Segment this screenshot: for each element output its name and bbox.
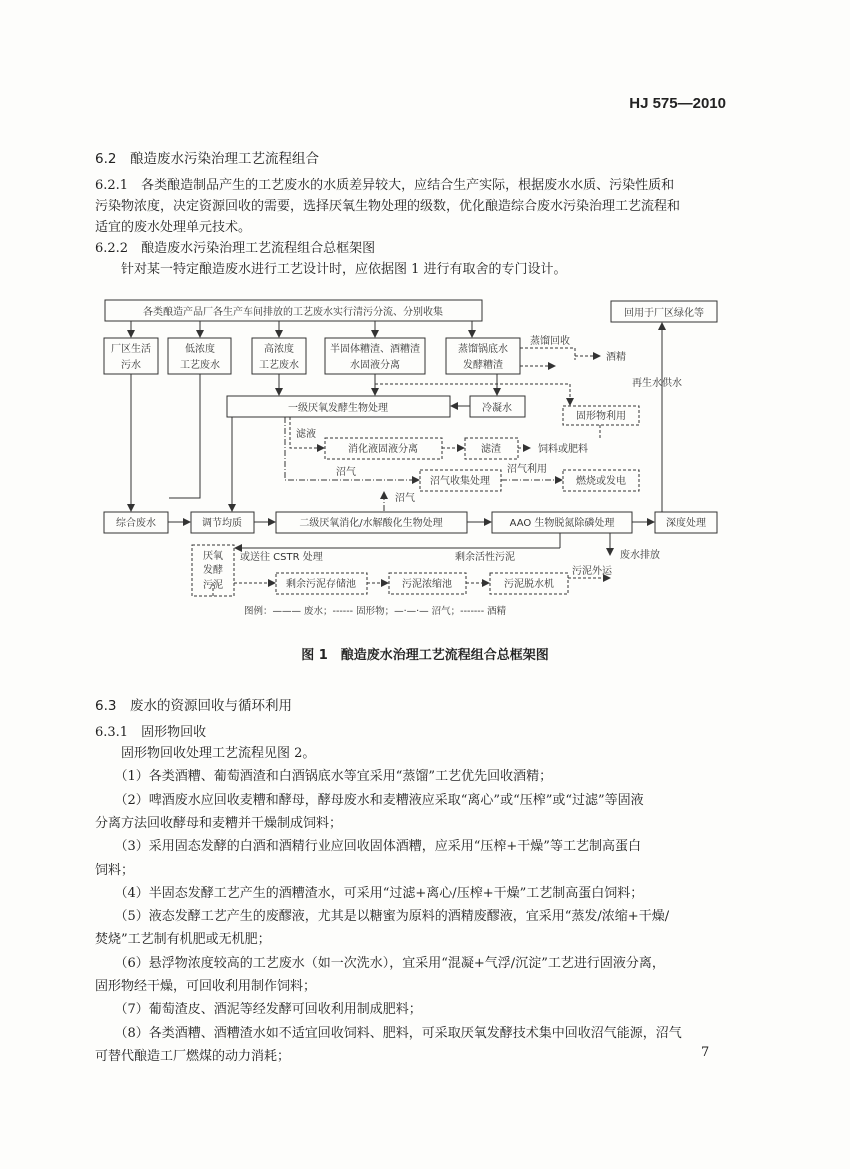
alcohol-label: 酒精 [606,352,626,363]
feed-fertilizer-label: 饲料或肥料 [538,444,588,455]
document-code: HJ 575—2010 [629,95,726,112]
burn-power-label: 燃烧或发电 [576,476,626,487]
section-6-3-1-title: 6.3.1 固形物回收 [95,725,207,740]
semi-solid-label-1: 半固体糟渣、酒糟渣 [330,344,420,355]
equalization-label: 调节均质 [202,518,242,529]
body-line: （1）各类酒糟、葡萄酒渣和白酒锅底水等宜采用“蒸馏”工艺优先回收酒精； [95,769,553,785]
anaerobic-sludge-label-3: 污泥 [203,580,223,591]
legend-label: 图例：——— 废水；------ 固形物；—·—·— 沼气；------- 酒精 [244,606,507,617]
body-line: （6）悬浮物浓度较高的工艺废水（如一次洗水），宜采用“混凝+气浮/沉淀”工艺进行固液分离， [95,955,665,971]
sludge-dewater-label: 污泥脱水机 [504,579,554,590]
digest-separation-label: 消化液固液分离 [348,444,418,455]
aao-label: AAO 生物脱氮除磷处理 [509,518,615,529]
biogas-collect-label: 沼气收集处理 [430,476,490,487]
still-bottom-label-1: 蒸馏锅底水 [458,344,508,355]
body-line: 固形物经干燥，可回收利用制作饲料； [95,979,317,994]
body-line: 固形物回收处理工艺流程见图 2。 [95,746,316,761]
semi-solid-label-2: 水固液分离 [350,360,400,371]
filtrate-label: 滤液 [296,429,316,440]
top-collection-label: 各类酿造产品厂各生产车间排放的工艺废水实行清污分流、分别收集 [143,307,443,318]
biogas-label-b: 沼气 [395,493,415,504]
body-line: （5）液态发酵工艺产生的废醪液，尤其是以糖蜜为原料的酒精废醪液，宜采用“蒸发/浓缩+干燥/ [95,909,670,925]
body-line: 可替代酿造工厂燃煤的动力消耗； [95,1048,291,1064]
discharge-label: 废水排放 [620,550,660,561]
sludge-thick-label: 污泥浓缩池 [402,579,452,590]
sludge-store-label: 剩余污泥存储池 [286,579,356,590]
low-conc-label-2: 工艺废水 [180,360,220,371]
high-conc-label-2: 工艺废水 [259,360,299,371]
paragraph-6-2-1-line-3: 适宜的废水处理单元技术。 [95,220,252,235]
paragraph-6-2-1-line-2: 污染物浓度，决定资源回收的需要，选择厌氧生物处理的级数，优化酿造综合废水污染治理工艺流程和 [95,199,681,214]
cstr-label: 或送往 CSTR 处理 [240,552,323,563]
reclaimed-water-label: 再生水供水 [632,378,682,389]
residue-label: 滤渣 [481,444,501,455]
sludge-out-label: 污泥外运 [572,566,612,577]
steam-recover-label: 蒸馏回收 [530,336,570,347]
anaerobic-sludge-label-2: 发酵 [203,565,223,576]
low-conc-label-1: 低浓度 [185,344,215,355]
mixed-wastewater-label: 综合废水 [116,518,156,529]
still-bottom-label-2: 发酵糟渣 [463,360,503,371]
body-line: （4）半固态发酵工艺产生的酒糟渣水，可采用“过滤+离心/压榨+干燥”工艺制高蛋白饲料； [95,885,644,901]
domestic-sewage-label-1: 厂区生活 [111,344,151,355]
solids-use-label: 固形物利用 [576,411,626,422]
section-6-2-title: 6.2 酿造废水污染治理工艺流程组合 [95,151,319,167]
domestic-sewage-label-2: 污水 [121,360,141,371]
body-line: （3）采用固态发酵的白酒和酒精行业应回收固体酒糟，应采用“压榨+干燥”等工艺制高蛋白 [95,839,641,855]
section-6-2-2-title: 6.2.2 酿造废水污染治理工艺流程组合总框架图 [95,241,376,256]
paragraph-6-2-2-text: 针对某一特定酿造废水进行工艺设计时，应依据图 1 进行有取舍的专门设计。 [121,262,567,277]
body-line: （7）葡萄渣皮、酒泥等经发酵可回收利用制成肥料； [95,1002,422,1018]
paragraph-6-2-1-line-1: 6.2.1 各类酿造制品产生的工艺废水的水质差异较大，应结合生产实际，根据废水水质、污染性质和 [95,178,675,193]
body-line: （2）啤酒废水应回收麦糟和酵母，酵母废水和麦糟液应采取“离心”或“压榨”或“过滤”等固液 [95,792,644,808]
biogas-use-label: 沼气利用 [507,464,547,475]
high-conc-label-1: 高浓度 [264,344,294,355]
body-line: 焚烧”工艺制有机肥或无机肥； [95,932,271,948]
biogas-label-a: 沼气 [336,467,356,478]
surplus-sludge-label: 剩余活性污泥 [455,552,515,563]
anaerobic-2-label: 二级厌氧消化/水解酸化生物处理 [299,518,443,529]
cooling-water-label: 冷凝水 [482,403,512,414]
anaerobic-1-label: 一级厌氧发酵生物处理 [288,403,388,414]
section-6-3-title: 6.3 废水的资源回收与循环利用 [95,698,292,714]
body-line: 分离方法回收酵母和麦糟并干燥制成饲料； [95,815,343,831]
body-line: 饲料； [95,862,135,878]
page-number: 7 [701,1045,710,1060]
figure-caption: 图 1 酿造废水治理工艺流程组合总框架图 [301,648,549,663]
advanced-treatment-label: 深度处理 [666,518,706,529]
body-line: （8）各类酒糟、酒糟渣水如不适宜回收饲料、肥料，可采取厌氧发酵技术集中回收沼气能源，沼气 [95,1025,682,1041]
reuse-label: 回用于厂区绿化等 [624,308,704,319]
anaerobic-sludge-label-1: 厌氧 [203,551,223,562]
